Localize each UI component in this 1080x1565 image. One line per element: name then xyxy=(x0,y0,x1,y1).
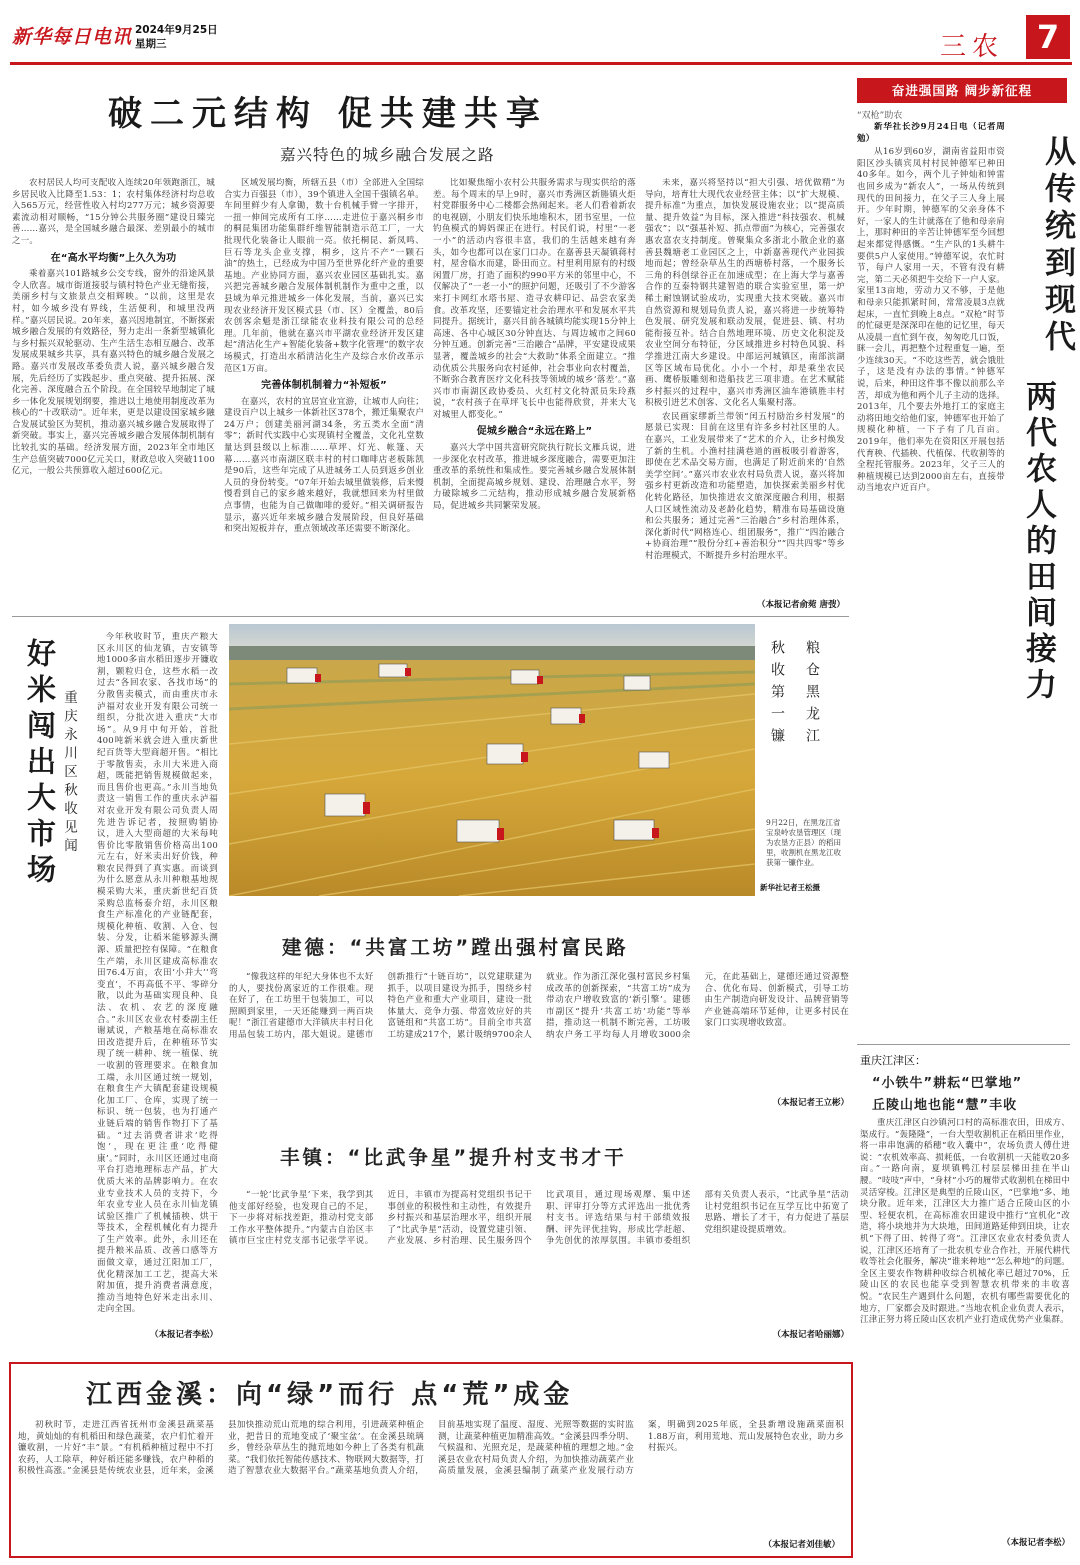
jiangjin-headline-2: 丘陵山地也能“慧”丰收 xyxy=(872,1098,1018,1113)
lead-column-2 xyxy=(224,178,424,610)
heilongjiang-kicker: “双枪”助农 xyxy=(857,111,903,121)
lead-subhead-2: 完善体制机制着力“补短板” xyxy=(261,380,387,392)
father-sons-body: 从16岁到60岁，湖南省益阳市资阳区沙头镇宾凤村村民钟德军已种田40多年。如今，两个儿子钟灿和钟雷也回乡成为“新农人”，一场从传统到现代的田间接力，在父子三人身上展开。少年时期，钟德军的父亲身体不好，一家人的生计就落在了他和母亲肩上，那时种田的辛苦让钟德军至今回想起来都觉得感慨。“生产队的1头耕牛要供5户人家使用。”钟德军说，农忙时节，每户人家用一天，不管有没有耕完，第二天必须把牛交给下一户人家。家里13亩地，劳动力又不够，于是他和母亲只能抓紧时间，常常凌晨3点就起床，一直忙到晚上8点。“双枪”时节的忙碌更是深深印在他的记忆里，每天从凌晨一直忙到午夜，匆匆吃几口饭，眯一会儿，再把整个过程重复一遍，至少连续30天。“不吃这些苦，就会饿肚子，这是没有办法的事情。”钟德军说，后来，种田这件事不像以前那么辛苦，却成为他和两个儿子主动的选择。2013年，几个要去外地打工的家庭主动将田地交给他们家，钟德军也开始了规模化种植，一下子有了几百亩。2019年，他们率先在资阳区开展包括代育秧、代插秧、代植保、代收割等的全程托管服务。2023年，父子三人的种植规模已达到2000亩左右，直接带动当地农户近百户。 xyxy=(857,147,1005,494)
chongqing-byline: （本报记者李松） xyxy=(149,1330,218,1340)
lead-column-3 xyxy=(433,178,636,610)
jinxi-body: 初秋时节，走进江西省抚州市金溪县蔬菜基地，黄灿灿的有机稻田和绿色蔬菜，农户们忙着开镰收割，一片好“丰”景。“有机稻种植过程中不打农药，人工除草，种好稻还能多赚钱，农户种稻的积极性高涨。”金溪县是传统农业县，近年来，金溪县加快推动荒山荒地的综合利用，引进蔬菜种植企业，把昔日的荒地变成了‘聚宝盆’。在金溪县琉璃乡，曾经杂草丛生的抛荒地如今种上了各类有机蔬菜。“我们依托智能传感技术、物联网大数据等，打造了智慧农业大数据平台。”蔬菜基地负责人介绍，目前基地实现了温度、湿度、光照等数据的实时监测，让蔬菜种植更加精准高效。“金溪县四季分明、气候温和、光照充足，是蔬菜种植的理想之地。”金溪县农业农村局负责人介绍，为加快推动蔬菜产业高质量发展，金溪县编制了蔬菜产业发展行动方案，明确到2025年底，全县新增设施蔬菜面积1.88万亩，利用荒地、荒山发展特色农业，助力乡村振兴。 xyxy=(18,1420,844,1477)
photo-title-2: 秋收第一镰 xyxy=(769,640,785,750)
jiangjin-column xyxy=(860,1118,1070,1532)
lead-column-4 xyxy=(645,178,845,598)
lead-subheadline: 嘉兴特色的城乡融合发展之路 xyxy=(280,146,495,164)
jiande-byline: （本报记者王立彬） xyxy=(772,1098,849,1108)
masthead xyxy=(0,0,1080,62)
masthead-date: 2024年9月25日 xyxy=(135,24,218,36)
fengzhen-byline: （本报记者哈丽娜） xyxy=(772,1330,849,1340)
page-number-badge xyxy=(1026,15,1070,59)
lead-paragraph: 乘着嘉兴101路城乡公交专线，窗外的沿途风景令人欣喜。城市街道接驳与镇村特色产业无缝衔接，美丽乡村与文旅景点交相辉映。“以前，这里是农村，如今城乡没有界线，生活便利，和城里没两样。”嘉兴居民说。20年来，嘉兴因地制宜，不断探索城乡融合发展的有效路径，努力走出一条新型城镇化与乡村振兴双轮驱动、生产生活生态相互融合、改革发展成果城乡共享，具有嘉兴特色的城乡融合发展之路。嘉兴市发展改革委负责人说，嘉兴城乡融合发展，先后经历了实践起步、重点突破、提升拓展、深化完善、深度融合五个阶段。在全国较早地制定了城乡一体化发展规划纲要，推进以土地使用制度改革为核心的“十改联动”。近年来，更是以建设国家城乡融合发展试验区为契机，推动嘉兴城乡融合发展取得了新突破。事实上，嘉兴完善城乡融合发展体制机制有比较扎实的基础。经济发展方面，2023年全市地区生产总值突破7000亿元关口，财政总收入突破1100亿元，一般公共预算收入超过600亿元。 xyxy=(12,269,215,477)
lead-subhead-3: 促城乡融合“永远在路上” xyxy=(476,426,593,438)
masthead-weekday: 星期三 xyxy=(135,38,167,50)
lead-byline: （本报记者俞菀 唐弢） xyxy=(757,600,845,610)
slogan-banner xyxy=(857,78,1067,103)
lead-paragraph: 农村居民人均可支配收入连续20年领跑浙江，城乡居民收入比降至1.53：1；农村集体经济村均总收入565万元，经营性收入村均277万元；城乡资源要素流动相对顺畅，“15分钟公共服务圈”建设日臻完善……嘉兴，是全国城乡融合最深、差别最小的城市之一。 xyxy=(12,178,215,246)
jiangjin-byline: （本报记者李松） xyxy=(1001,1538,1070,1548)
masthead-logo: 新华每日电讯 xyxy=(12,26,133,48)
harvest-photo xyxy=(229,624,755,896)
lead-paragraph: 未来，嘉兴将坚持以“担大引强、培优做精”为导向，培育壮大现代农业经营主体；以“扩大规模、提升标准”为重点，加快发展设施农业；以“提高质量、提升效益”为目标，深入推进“科技强农、机械强农”；以“强基补短、抓点带面”为核心，完善强农惠农富农支持制度。曾聚集众多浙北小散企业的嘉善县魏塘老工业园区之上，中新嘉善现代产业园拔地而起；曾经杂草丛生的西塘桥村落，一个服务长三角的科创绿谷正在加速成型；在上海大学与嘉善合作的互泰特钢共建智造的联合实验室里，第一炉稀土耐蚀钢试验成功，实现重大技术突破。嘉兴市自然资源和规划局负责人说，嘉兴将进一步统筹特色发展、研究发展和联动发展，促进县、镇、村功能衔接互补。结合自然地理环境、历史文化积淀及农业空间分布特征，分区域推进乡村特色风貌、科学推进江南大乡建设。中部运河城镇区，南部滨湖区等区域布局优化。小小一个村，却是乘坐农民画、鹰桥版雕刻和造船技艺三项非遗。在艺术赋能乡村振兴的过程中，嘉兴市秀洲区油车港镇胜丰村积极引进艺术创客、文化名人集聚村落。 xyxy=(645,178,845,409)
photo-title-1: 粮仓黑龙江 xyxy=(804,640,820,750)
slogan-text: 奋进强国路 阔步新征程 xyxy=(891,83,1033,98)
divider xyxy=(12,616,849,617)
chongqing-column xyxy=(15,632,218,1330)
fengzhen-body: “一轮‘比武争星’下来，我学到其他支部好经验，也发现自己的不足，下一步将对标找差距，推动村党支部工作水平整体提升。”内蒙古自治区丰镇市巨宝庄村党支部书记张学平说。近日，丰镇市为提高村党组织书记干事创业的积极性和主动性，有效提升乡村振兴和基层治理水平，组织开展了“比武争星”活动，设置党建引领、产业发展、乡村治理、民生服务四个比武项目，通过现场观摩、集中述职、评审打分等方式评选出一批优秀村支书。评选结果与村干部绩效报酬、评先评优挂钩，形成比学赶超、争先创优的浓厚氛围。丰镇市委组织部有关负责人表示，“比武争星”活动让村党组织书记在互学互比中拓宽了思路、增长了才干，有力促进了基层党组织建设提质增效。 xyxy=(229,1190,849,1247)
lead-column-1 xyxy=(12,178,215,610)
fengzhen-headline: 丰镇：“比武争星”提升村支书才干 xyxy=(280,1146,627,1169)
father-sons-headline-1: 从传统到现代 xyxy=(1039,135,1075,357)
jiande-headline: 建德：“共富工坊”蹚出强村富民路 xyxy=(282,936,629,959)
lead-paragraph: 嘉兴大学中国共富研究院执行院长文雁兵说，进一步深化农村改革，推进城乡深度融合，需要更加注重改革的系统性和集成性。要完善城乡融合发展体制机制，全面提高城乡规划、建设、治理融合水平，努力破除城乡二元结构，推动形成城乡融合发展新格局，促进城乡共同繁荣发展。 xyxy=(433,443,636,512)
jinxi-headline: 江西金溪：向“绿”而行 点“荒”成金 xyxy=(86,1380,574,1410)
lead-paragraph: 在嘉兴，农村的宜居宜业宜游，让城市人向往；建设百户以上城乡一体新社区378个，搬迁集聚农户24万户；创建美丽河湖34条，劣五类水全面“清零”；新时代实践中心实现镇村全覆盖，文化礼堂数量达到县级以上标准……草坪、灯光、帐篷、天幕……嘉兴市南湖区联丰村的村口咖啡店老板陈凯是90后，这些年完成了从进城务工人员到返乡创业人员的身份转变。“07年开始去城里做装修，后来慢慢看到自己的家乡越来越好，我就想回来为村里做点事情，也能为自己做咖啡的爱好。”相关调研报告显示，嘉兴近年来城乡融合发展阶段，但良好基础和突出短板并存，重点领域改革还需要不断深化。 xyxy=(224,396,424,535)
father-sons-headline-2: 两代农人的田间接力 xyxy=(1020,380,1056,704)
harvest-photo-image xyxy=(229,624,755,896)
lead-paragraph: 区域发展均衡，所辖五县（市）全部进入全国综合实力百强县（市），39个镇进入全国千强镇名单。车间里鲜少有人拿锄，数十台机械手臂一字排开，一扭一伸间完成所有工序……走进位于嘉兴桐乡市的桐昆集团功能集群纤维智能制造示范工厂，一大批现代化装备让人眼前一亮。依托桐昆、新凤鸣、巨石等龙头企业支撑，桐乡，这片不产“一颗石油”的热土，已经成为中国乃至世界化纤产业的重要基地。产业协同方面，嘉兴农业园区基础扎实。嘉兴把完善城乡融合发展体制机制作为重中之重，以县域为单元推进城乡一体化发展，当前，嘉兴已实现农业经济开发区模式县（市、区）全覆盖，80后农创客余魁是浙江绿能农业科技有限公司的总经理。几年前，他就在嘉兴市平湖农业经济开发区建起“清洁化生产+智能化装备+数字化管理”的数字农场模式，打造出水稻清洁化生产及综合水价改革示范区1万亩。 xyxy=(224,178,424,374)
lead-paragraph: 农民画家缪新兰带领“闰五村励治乡村发展”的愿景已实现：目前在这里有许多乡村社区里的人。在嘉兴，工业发展带来了“艺术的介入，让乡村焕发了新的生机。小渔村挂满巷道的画板吸引着游客，即使在艺术品交易方面，也满足了附近前来的‘自然美学空间’。”嘉兴市农业农村局负责人说，嘉兴将加强乡村更新改造和功能塑造，加快探索美丽乡村优化转化路径，加快推进农文旅深度融合利用，根据人口区域性流动及老龄化趋势，精准布局基础设施和公共服务；通过完善“三治融合”乡村治理体系，深化新时代“网格连心、组团服务”，推广“四治融合+协商治理”“股份分红+善治积分”“四共四零”等乡村治理模式，不断提升乡村治理水平。 xyxy=(645,411,845,561)
lead-subhead-1: 在“高水平均衡”上久久为功 xyxy=(50,252,177,264)
divider xyxy=(857,1044,1070,1045)
lead-paragraph: 比如聚焦缩小农村公共服务需求与现实供给的落差。每个周末的早上9时，嘉兴市秀洲区新塍镇火炬村党群服务中心二楼都会热闹起来。老人们看着新农的电视剧，小朋友们快乐地堆积木，团书室里，一位钓鱼模式的姆妈课正在进行。村民们说，村里“一老一小”的活动内容很丰富，我们的生活越来越有奔头，如今也都可以在家门口办。在嘉善县天凝镇蒋村村，屋舍临水而建，卧田而立。村里利用原有的村级闲置厂房，打造了面积约990平方米的邻里中心，不仅解决了“一老一小”的照护问题，还吸引了不少游客来打卡网红水塔书屋、造寻农耕印记、品尝农家美食。改革攻坚，还要锚定社会治理水平和发展水平共同提升。据统计，嘉兴目前各城镇均能实现15分钟上高速、各中心城区30分钟直达、与周边城市之间60分钟互通。创新完善“三治融合”品牌，平安建设成果显著，覆盖城乡的社会“大救助”体系全面建立。“推动优质公共服务向农村延伸，社会事业向农村覆盖，不断弥合教育医疗文化科技等领域的城乡‘落差’。”嘉兴市市南湖区政协委员、火红村文化特派员朱玲燕说，“农村孩子在草坪飞长中也能得欣赏，并来大飞对城里人都变化。” xyxy=(433,178,636,420)
jiangjin-place: 重庆江津区： xyxy=(860,1054,926,1067)
jiande-body: “像我这样的年纪大身体也不太好的人，要找份离家近的工作很难。现在好了，在工坊里干包装加工，可以照顾到家里，一天还能赚到一两百块呢！”浙江省建德市大洋镇庆丰村日化用品包装工坊内，邵大姐说。建德市创新推行“十链百坊”，以党建联建为抓手，以项目建设为抓手，围绕乡村特色产业和重大产业项目，建设一批体量大、竞争力强、带富效应好的共富链组和“共富工坊”。目前全市共富工坊建成217个，累计吸纳9700余人就业。作为浙江深化强村富民乡村集成改革的创新探索，“共富工坊”成为带动农户增收致富的‘新引擎’。建德市副区“提升‘共富工坊’功能”等举措，推动这一机制不断完善，工坊吸纳农户务工平均每人月增收3000余元，在此基础上，建德还通过资源整合、优化布局、创新模式，引导工坊由生产制造向研发设计、品牌营销等产业链高端环节延伸，让更多村民在家门口实现增收致富。 xyxy=(229,972,849,1040)
jiangjin-headline-1: “小铁牛”耕耘“巴掌地” xyxy=(872,1076,1023,1091)
father-sons-column xyxy=(857,122,1005,1042)
jinxi-byline: （本报记者刘佳敏） xyxy=(763,1540,840,1550)
photo-caption: 9月22日，在黑龙江省宝泉岭农垦管理区（现为农垦方正县）的稻田里，收割机在黑龙江收获第一镰作业。 xyxy=(766,818,841,867)
section-name: 三农 xyxy=(940,32,1005,62)
chongqing-headline: 好米闯出大市场 xyxy=(23,638,57,890)
masthead-rule xyxy=(10,62,1072,65)
lead-headline: 破二元结构 促共建共享 xyxy=(108,94,548,134)
dateline: 新华社长沙9月24日电（记者周勉） xyxy=(857,122,1005,144)
photo-credit: 新华社记者王松摄 xyxy=(760,883,820,892)
chongqing-body: 今年秋收时节，重庆产粮大区永川区的仙龙镇，吉安镇等地1000多亩水稻田逐步开镰收割，颗粒归仓，这些水稻一改过去“各回农家、各找市场”的分散售卖模式，而由重庆市永泸福对农业开发有限公司统一组织，分批次进入重庆“大市场”。从9月中旬开始，首批400吨新米就会进入重庆新世纪百货等大型商超开售。“相比于零散售卖，永川大米进入商超，既能把销售规模做起来，而且售价也更高。”永川当地负责这一销售工作的重庆永泸福对农业开发有限公司负责人周先进告诉记者，按照购销协议，进入大型商超的大米每吨售价比零散销售价格高出100元左右，好米卖出好价钱，种粮农民得到了真实惠。而谈到为什么愿意从永川种粮基地规模采购大米，重庆新世纪百货采购总监杨泰介绍，永川区粮食生产标准化的产业链配套，规模化种植、收割、入仓、包装、分发，让稻米能够源头溯源、质量把控有保障。“在粮食生产端，永川区建成高标准农田76.4万亩，农田‘小并大’‘弯变直’，不再高低不平、零碎分散，以此为基础实现良种、良法、农机、农艺的深度融合。”永川区农业农村委副主任谢斌说，产粮基地在高标准农田改造提升后，在种植环节实现了统一耕种、统一植保、统一收割的管理要求。在粮食加工端，永川区通过统一规划，在粮食生产大镇配套建设规模化加工厂、仓库，实现了统一标识、统一包装，也为打通产业链后端的销售作物打下了基础。“过去消费者讲求‘吃得饱’，现在更注重‘吃得健康’。”同时，永川区还通过电商平台打造地理标志产品，扩大优质大米的品牌影响力。在农业专业技术人员的支持下，今年农业专业人员在永川仙龙镇试验区推广了机械插秧、烘干等技术，全程机械化有力提升了生产效率。此外，永川还在提升粮米品质、改善口感等方面做文章，通过江阳加工厂，优化精深加工工艺，提高大米附加值，提升消费者满意度，推动当地特色好米走出永川、走向全国。 xyxy=(97,632,218,1315)
chongqing-subheadline: 重庆永川区秋收见闻 xyxy=(61,690,77,857)
jiangjin-body: 重庆江津区白沙镇河口村的高标准农田，田成方、渠成行。“轰隆隆”，一台大型收割机正在稻田里作业，将一串串饱满的稻穗“收入囊中”，农场负责人傅仕进说：“农机效率高、损耗低，一台收割机一天能收20多亩。”一路向南，夏坝镇鸭江村层层梯田挂在半山腰。“吱吱”声中，“身材”小巧的履带式收割机在梯田中灵活穿梭。江津区是典型的丘陵山区，“巴掌地”多、地块分散。近年来，江津区大力推广适合丘陵山区的小型、轻便农机，在高标准农田建设中推行“宜机化”改造，将小块地并为大块地，田间道路延伸到田块，让农机“下得了田、转得了弯”。江津区农业农村委负责人说，江津区还培育了一批农机专业合作社，开展代耕代收等社会化服务，解决“谁来种地”“怎么种地”的问题。全区主要农作物耕种收综合机械化率已超过70%，丘陵山区的农民也能享受到智慧农机带来的丰收喜悦。“农民生产遇到什么问题，农机有哪些需要优化的地方，厂家都会及时跟进。”当地农机企业负责人表示，江津正努力将丘陵山区农机产业打造成优势产业集群。 xyxy=(860,1118,1070,1326)
page-number: 7 xyxy=(1036,18,1060,56)
